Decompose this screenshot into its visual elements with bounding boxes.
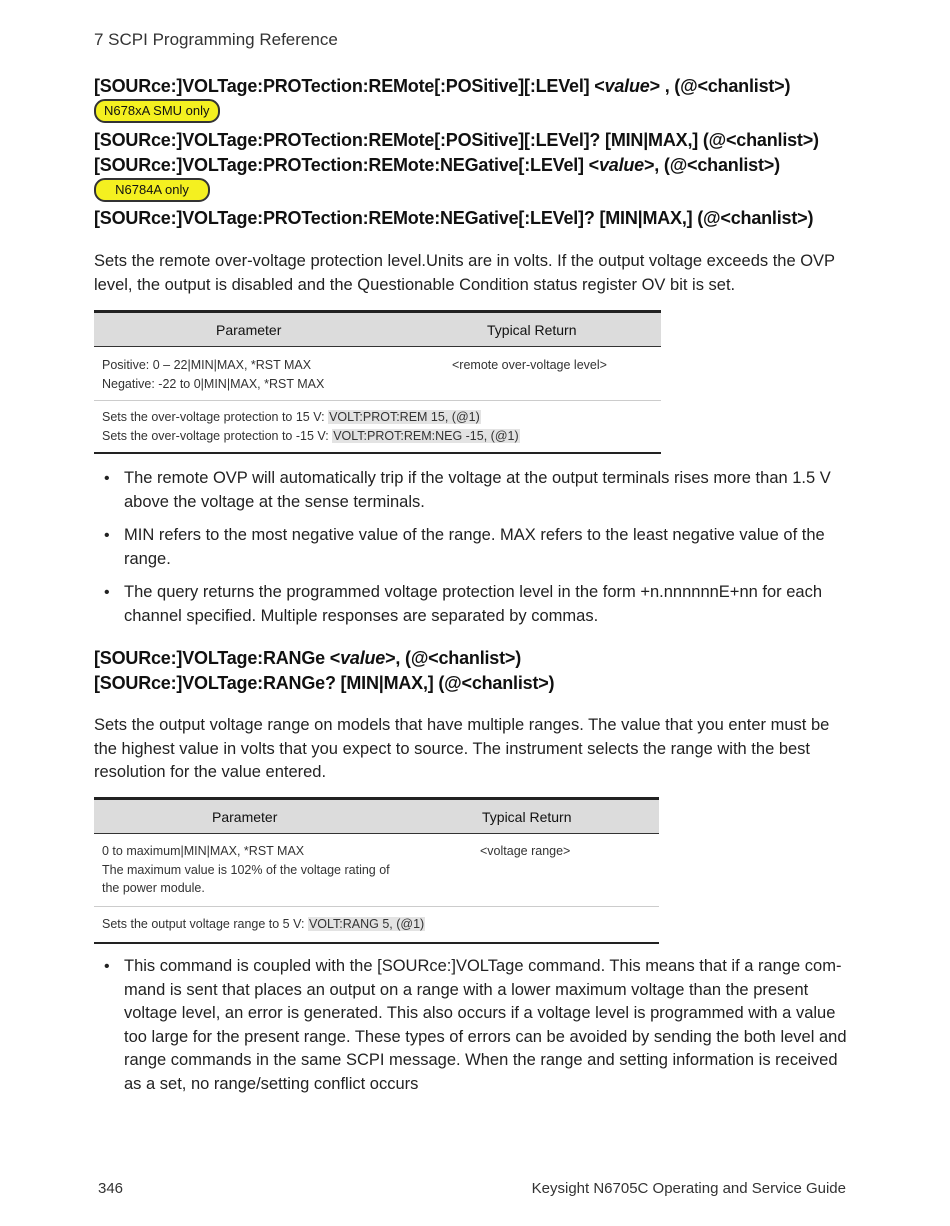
- column-header-parameter: Parameter: [216, 322, 282, 338]
- section1-notes-list: [104, 467, 854, 638]
- command-syntax-positive-query: [SOURce:]VOLTage:PROTection:REMote[:POSitive][:LEVel]? [MIN|MAX,] (@<chanlist>): [94, 130, 819, 150]
- column-header-typical-return: Typical Return: [487, 322, 577, 338]
- example-line: Sets the over-voltage protection to -15 V: VOLT:PROT:REM:NEG -15, (@1): [102, 428, 519, 443]
- column-header-typical-return: Typical Return: [482, 809, 572, 825]
- column-header-parameter: Parameter: [212, 809, 278, 825]
- section1-description: Sets the remote over-voltage protection level.Units are in volts. If the output voltage exceeds the OVP level, the output is disabled and the Questionable Condition status register OV bit is set.: [94, 252, 835, 294]
- parameter-table-ovp: [94, 310, 661, 454]
- command-syntax-negative-query: [SOURce:]VOLTage:PROTection:REMote:NEGative[:LEVel]? [MIN|MAX,] (@<chanlist>): [94, 208, 814, 228]
- guide-title: Keysight N6705C Operating and Service Guide: [531, 1180, 846, 1197]
- model-badge-smu: N678xA SMU only: [94, 99, 220, 123]
- table-example-row: [94, 907, 659, 942]
- list-item: • This command is coupled with the [SOURce:]VOLTage command. This means that if a range com-mand is sent that places an output on a range with a lower maximum voltage than the present voltage level, an error is generated. This also occurs if a voltage level is programmed with a value too large for the present range. These types of errors can be avoided by sending the both level and range commands in the same SCPI message. When the range and setting information is received as a set, no range/setting conflict occurs: [104, 955, 854, 1096]
- model-badge-n6784a: N6784A only: [94, 178, 210, 202]
- table-header: [94, 800, 659, 834]
- code-sample: VOLT:PROT:REM 15, (@1): [329, 410, 480, 424]
- parameter-table-range: [94, 797, 659, 944]
- list-item: • MIN refers to the most negative value of the range. MAX refers to the least negative value of the range.: [104, 524, 854, 571]
- running-header: 7 SCPI Programming Reference: [94, 30, 338, 49]
- section2-description: Sets the output voltage range on models that have multiple ranges. The value that you enter must be the highest value in volts that you expect to source. The instrument selects the range with the best resolution for the value entered.: [94, 716, 830, 781]
- command-syntax-negative-set: [SOURce:]VOLTage:PROTection:REMote:NEGative[:LEVel] <value>, (@<chanlist>): [94, 155, 780, 175]
- table-row: [94, 347, 661, 401]
- page-number: 346: [98, 1180, 124, 1197]
- example-line: Sets the output voltage range to 5 V: VOLT:RANG 5, (@1): [102, 917, 425, 931]
- code-sample: VOLT:RANG 5, (@1): [308, 917, 425, 931]
- parameter-cell: 0 to maximum|MIN|MAX, *RST MAX The maximum value is 102% of the voltage rating of the power module.: [102, 844, 390, 895]
- command-syntax-positive-set: [SOURce:]VOLTage:PROTection:REMote[:POSitive][:LEVel] <value> , (@<chanlist>): [94, 76, 791, 96]
- table-row: [94, 834, 659, 907]
- command-syntax-range-set: [SOURce:]VOLTage:RANGe <value>, (@<chanlist>): [94, 648, 522, 668]
- parameter-cell: Positive: 0 – 22|MIN|MAX, *RST MAX Negative: -22 to 0|MIN|MAX, *RST MAX: [102, 358, 325, 391]
- list-item: • The remote OVP will automatically trip if the voltage at the output terminals rises more than 1.5 V above the voltage at the sense terminals.: [104, 467, 854, 514]
- table-example-row: [94, 401, 661, 452]
- value-parameter: value: [340, 648, 386, 668]
- value-parameter: value: [604, 76, 650, 96]
- return-cell: <voltage range>: [480, 844, 571, 858]
- section2-notes-list: [104, 955, 854, 1106]
- return-cell: <remote over-voltage level>: [452, 358, 607, 372]
- list-item: • The query returns the programmed voltage protection level in the form +n.nnnnnnE+nn for each channel specified. Multiple responses are separated by commas.: [104, 581, 854, 628]
- example-line: Sets the over-voltage protection to 15 V: VOLT:PROT:REM 15, (@1): [102, 410, 480, 424]
- code-sample: VOLT:PROT:REM:NEG -15, (@1): [333, 428, 519, 443]
- value-parameter: value: [598, 155, 644, 175]
- command-syntax-range-query: [SOURce:]VOLTage:RANGe? [MIN|MAX,] (@<chanlist>): [94, 673, 555, 693]
- table-header: [94, 313, 661, 347]
